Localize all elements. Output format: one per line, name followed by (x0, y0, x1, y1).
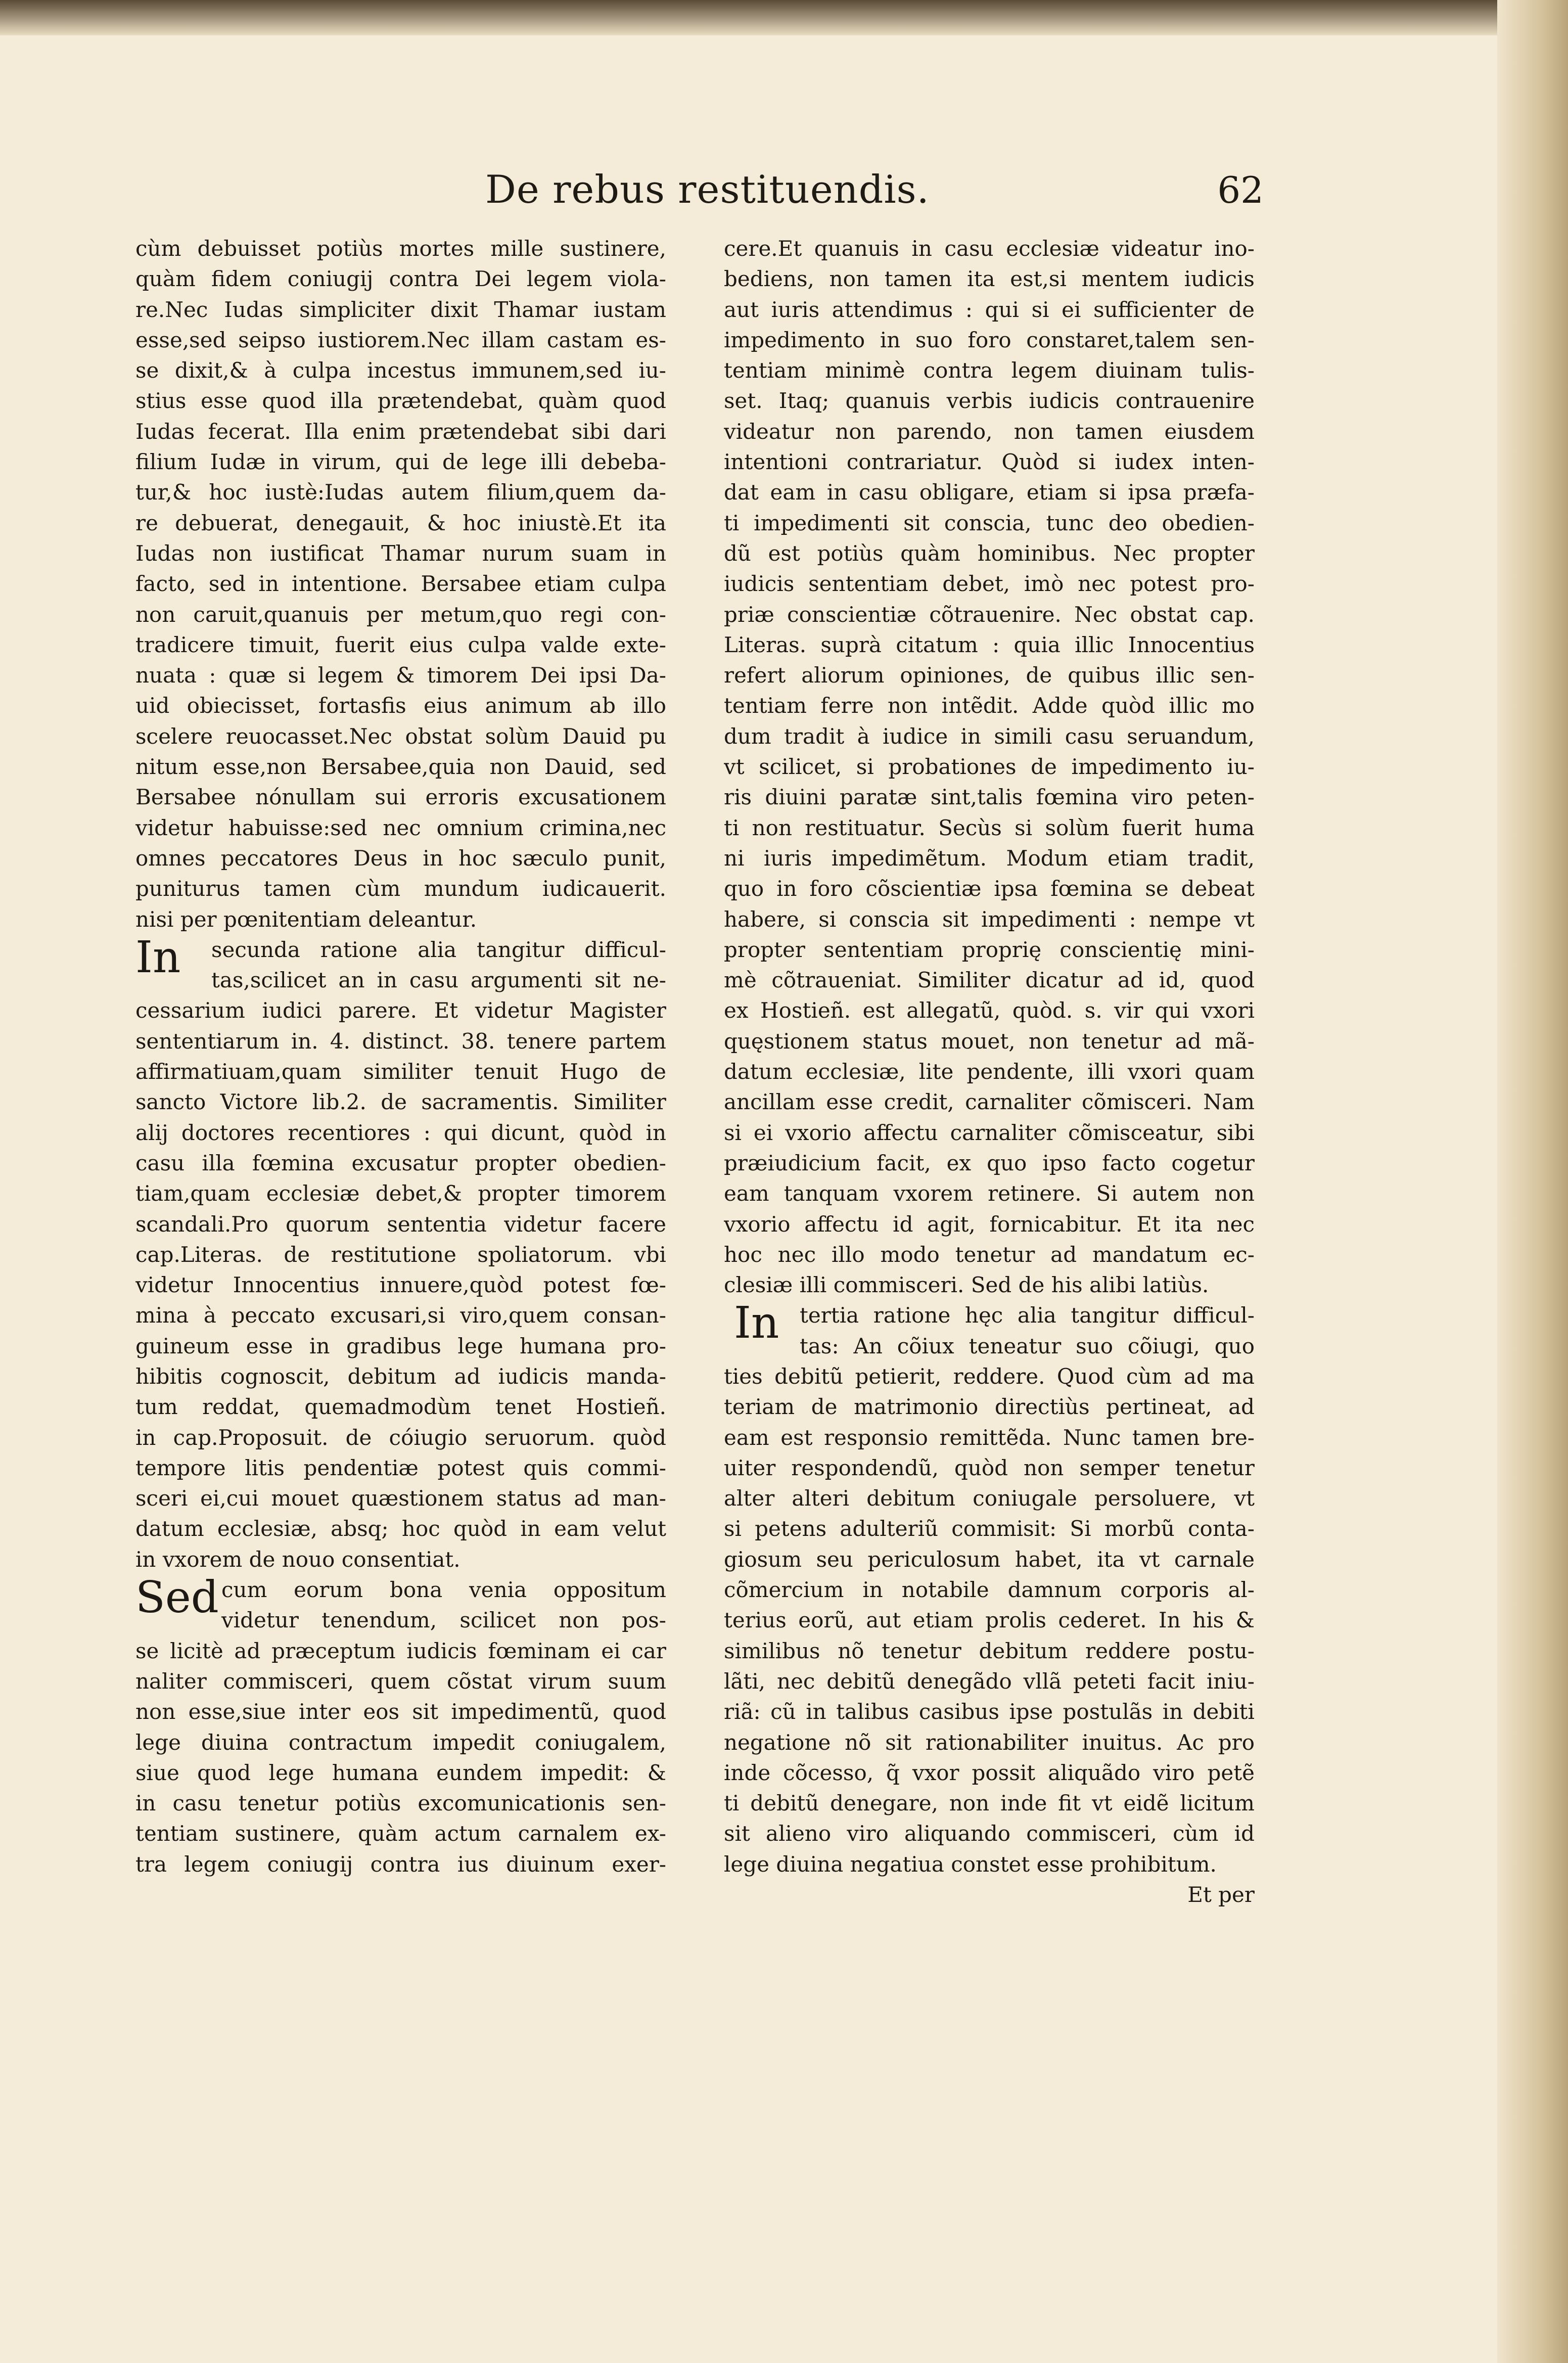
running-title: De rebus restituendis. (485, 167, 930, 212)
text-line: cap.Literas. de restitutione spoliatorum. vbi (135, 1242, 666, 1267)
text-line: hoc nec illo modo tenetur ad mandatum ec- (724, 1242, 1255, 1267)
text-line: quo in foro cõscientiæ ipsa fœmina se debeat (724, 876, 1255, 901)
text-line: bediens, non tamen ita est,si mentem iudicis (724, 266, 1255, 292)
text-line: secunda ratione alia tangitur difficul- (211, 937, 666, 962)
text-line: dũ est potiùs quàm hominibus. Nec propter (724, 540, 1255, 566)
text-line: uid obiecisset, fortasfis eius animum ab illo (135, 693, 666, 718)
text-line: facto, sed in intentione. Bersabee etiam culpa (135, 571, 666, 597)
text-line: tentiam minimè contra legem diuinam tulis- (724, 358, 1255, 383)
text-line: lãti, nec debitũ denegãdo vllã peteti facit iniu- (724, 1668, 1255, 1694)
text-line: lege diuina negatiua constet esse prohibitum. (724, 1851, 1217, 1877)
drop-word: In (135, 932, 181, 983)
text-line: vxorio affectu id agit, fornicabitur. Et ita nec (724, 1211, 1255, 1237)
text-line: tertia ratione hęc alia tangitur difficul- (800, 1303, 1255, 1328)
text-line: in casu tenetur potiùs excomunicationis sen- (135, 1791, 666, 1816)
text-line: quęstionem status mouet, non tenetur ad mã- (724, 1028, 1255, 1054)
text-line: non caruit,quanuis per metum,quo regi con- (135, 602, 666, 627)
catchword: Et per (1187, 1882, 1255, 1907)
text-line: giosum seu periculosum habet, ita vt carnale (724, 1547, 1255, 1572)
text-line: propter sententiam proprię conscientię mini- (724, 937, 1255, 962)
text-line: ex Hostieñ. est allegatũ, quòd. s. vir qui vxori (724, 998, 1255, 1023)
text-line: vt scilicet, si probationes de impedimento iu- (724, 754, 1255, 780)
text-line: nisi per pœnitentiam deleantur. (135, 906, 477, 932)
text-line: eam tanquam vxorem retinere. Si autem non (724, 1181, 1255, 1206)
drop-word: In (734, 1298, 779, 1349)
text-line: ti non restituatur. Secùs si solùm fuerit huma (724, 815, 1255, 840)
text-line: dat eam in casu obligare, etiam si ipsa præfa- (724, 480, 1255, 505)
text-line: se licitè ad præceptum iudicis fœminam ei car (135, 1638, 666, 1663)
text-line: siue quod lege humana eundem impedit: & (135, 1760, 666, 1785)
text-line: si petens adulteriũ commisit: Si morbũ conta- (724, 1516, 1255, 1541)
text-line: clesiæ illi commisceri. Sed de his alibi latiùs. (724, 1273, 1209, 1298)
text-line: tradicere timuit, fuerit eius culpa valde exte- (135, 632, 666, 657)
text-line: re.Nec Iudas simpliciter dixit Thamar iustam (135, 297, 666, 322)
text-line: ancillam esse credit, carnaliter cõmisceri. Nam (724, 1089, 1255, 1115)
text-line: videtur Innocentius innuere,quòd potest fœ- (135, 1273, 666, 1298)
text-line: cùm debuisset potiùs mortes mille sustinere, (135, 236, 666, 261)
text-line: tur,& hoc iustè:Iudas autem filium,quem da- (135, 480, 666, 505)
text-line: aut iuris attendimus : qui si ei sufficienter de (724, 297, 1255, 322)
text-line: cõmercium in notabile damnum corporis al- (724, 1577, 1255, 1603)
text-line: datum ecclesiæ, lite pendente, illi vxori quam (724, 1059, 1255, 1084)
text-line: ti debitũ denegare, non inde fit vt eidẽ licitum (724, 1791, 1255, 1816)
text-line: se dixit,& à culpa incestus immunem,sed iu- (135, 358, 666, 383)
text-line: quàm fidem coniugij contra Dei legem viola- (135, 266, 666, 292)
drop-word: Sed (135, 1572, 219, 1623)
text-line: iudicis sententiam debet, imò nec potest pro- (724, 571, 1255, 597)
text-line: re debuerat, denegauit, & hoc iniustè.Et ita (135, 510, 666, 535)
text-line: videtur tenendum, scilicet non pos- (221, 1608, 666, 1633)
text-line: esse,sed seipso iustiorem.Nec illam castam es- (135, 327, 666, 352)
text-line: scelere reuocasset.Nec obstat solùm Dauid pu (135, 723, 666, 749)
text-line: tra legem coniugij contra ius diuinum exer- (135, 1851, 666, 1877)
text-line: mina à peccato excusari,si viro,quem consan- (135, 1303, 666, 1328)
text-line: tas,scilicet an in casu argumenti sit ne- (211, 968, 666, 993)
text-line: filium Iudæ in virum, qui de lege illi debeba- (135, 449, 666, 475)
text-line: tempore litis pendentiæ potest quis commi- (135, 1455, 666, 1480)
text-line: dum tradit à iudice in simili casu seruandum, (724, 723, 1255, 749)
page-number: 62 (1217, 169, 1264, 211)
text-line: videatur non parendo, non tamen eiusdem (724, 419, 1255, 444)
text-line: datum ecclesiæ, absq; hoc quòd in eam velut (135, 1516, 666, 1541)
text-line: alter alteri debitum coniugale persoluere, vt (724, 1486, 1255, 1511)
page-header (485, 167, 1264, 222)
text-line: casu illa fœmina excusatur propter obedien- (135, 1150, 666, 1175)
right-column (724, 234, 1255, 2195)
text-line: sceri ei,cui mouet quæstionem status ad man- (135, 1486, 666, 1511)
text-line: similibus nõ tenetur debitum reddere postu- (724, 1638, 1255, 1663)
text-line: si ei vxorio affectu carnaliter cõmisceatur, sibi (724, 1120, 1255, 1145)
text-line: ris diuini paratæ sint,talis fœmina viro peten- (724, 785, 1255, 810)
text-line: impedimento in suo foro constaret,talem sen- (724, 327, 1255, 352)
text-line: intentioni contrariatur. Quòd si iudex inten- (724, 449, 1255, 475)
text-line: nuata : quæ si legem & timorem Dei ipsi Da- (135, 663, 666, 688)
text-line: scandali.Pro quorum sententia videtur facere (135, 1211, 666, 1237)
text-line: refert aliorum opiniones, de quibus illic sen- (724, 663, 1255, 688)
text-line: mè cõtraueniat. Similiter dicatur ad id, quod (724, 968, 1255, 993)
text-line: tas: An cõiux teneatur suo cõiugi, quo (800, 1333, 1255, 1358)
text-line: sancto Victore lib.2. de sacramentis. Similiter (135, 1089, 666, 1115)
text-line: Iudas fecerat. Illa enim prætendebat sibi dari (135, 419, 666, 444)
text-line: riã: cũ in talibus casibus ipse postulãs in debiti (724, 1699, 1255, 1724)
text-line: Bersabee nónullam sui erroris excusationem (135, 785, 666, 810)
text-line: habere, si conscia sit impedimenti : nempe vt (724, 906, 1255, 932)
text-line: negatione nõ sit rationabiliter inuitus. Ac pro (724, 1730, 1255, 1755)
text-line: guineum esse in gradibus lege humana pro- (135, 1333, 666, 1358)
text-line: terius eorũ, aut etiam prolis cederet. In his & (724, 1608, 1255, 1633)
text-line: nitum esse,non Bersabee,quia non Dauid, sed (135, 754, 666, 780)
text-line: ni iuris impedimẽtum. Modum etiam tradit, (724, 845, 1255, 871)
text-line: ti impedimenti sit conscia, tunc deo obedien- (724, 510, 1255, 535)
text-line: teriam de matrimonio directiùs pertineat, ad (724, 1394, 1255, 1420)
text-line: ties debitũ petierit, reddere. Quod cùm ad ma (724, 1364, 1255, 1389)
text-line: præiudicium facit, ex quo ipso facto cogetur (724, 1150, 1255, 1175)
text-line: tum reddat, quemadmodùm tenet Hostieñ. (135, 1394, 666, 1420)
text-line: in cap.Proposuit. de cóiugio seruorum. quòd (135, 1425, 666, 1450)
text-line: puniturus tamen cùm mundum iudicauerit. (135, 876, 666, 901)
text-line: lege diuina contractum impedit coniugalem, (135, 1730, 666, 1755)
text-line: non esse,siue inter eos sit impedimentũ, quod (135, 1699, 666, 1724)
text-line: set. Itaq; quanuis verbis iudicis contrauenire (724, 388, 1255, 414)
text-line: hibitis cognoscit, debitum ad iudicis manda- (135, 1364, 666, 1389)
text-line: sit alieno viro aliquando commisceri, cùm id (724, 1821, 1255, 1846)
text-line: Iudas non iustificat Thamar nurum suam in (135, 540, 666, 566)
text-line: sententiarum in. 4. distinct. 38. tenere partem (135, 1028, 666, 1054)
text-line: tentiam sustinere, quàm actum carnalem ex- (135, 1821, 666, 1846)
text-line: in vxorem de nouo consentiat. (135, 1547, 460, 1572)
text-line: cessarium iudici parere. Et videtur Magister (135, 998, 666, 1023)
text-line: affirmatiuam,quam similiter tenuit Hugo de (135, 1059, 666, 1084)
text-line: tentiam ferre non intẽdit. Adde quòd illic mo (724, 693, 1255, 718)
left-column (135, 234, 666, 2195)
text-line: alij doctores recentiores : qui dicunt, quòd in (135, 1120, 666, 1145)
text-line: cere.Et quanuis in casu ecclesiæ videatur ino- (724, 236, 1255, 261)
text-line: eam est responsio remittẽda. Nunc tamen bre- (724, 1425, 1255, 1450)
text-line: inde cõcesso, q̃ vxor possit aliquãdo viro petẽ (724, 1760, 1255, 1785)
text-line: stius esse quod illa prætendebat, quàm quod (135, 388, 666, 414)
text-line: videtur habuisse:sed nec omnium crimina,nec (135, 815, 666, 840)
text-line: cum eorum bona venia oppositum (221, 1577, 666, 1603)
text-line: omnes peccatores Deus in hoc sæculo punit, (135, 845, 666, 871)
text-line: Literas. suprà citatum : quia illic Innocentius (724, 632, 1255, 657)
text-line: naliter commisceri, quem cõstat virum suum (135, 1668, 666, 1694)
text-line: tiam,quam ecclesiæ debet,& propter timorem (135, 1181, 666, 1206)
text-line: uiter respondendũ, quòd non semper tenetur (724, 1455, 1255, 1480)
text-line: priæ conscientiæ cõtrauenire. Nec obstat cap. (724, 602, 1255, 627)
